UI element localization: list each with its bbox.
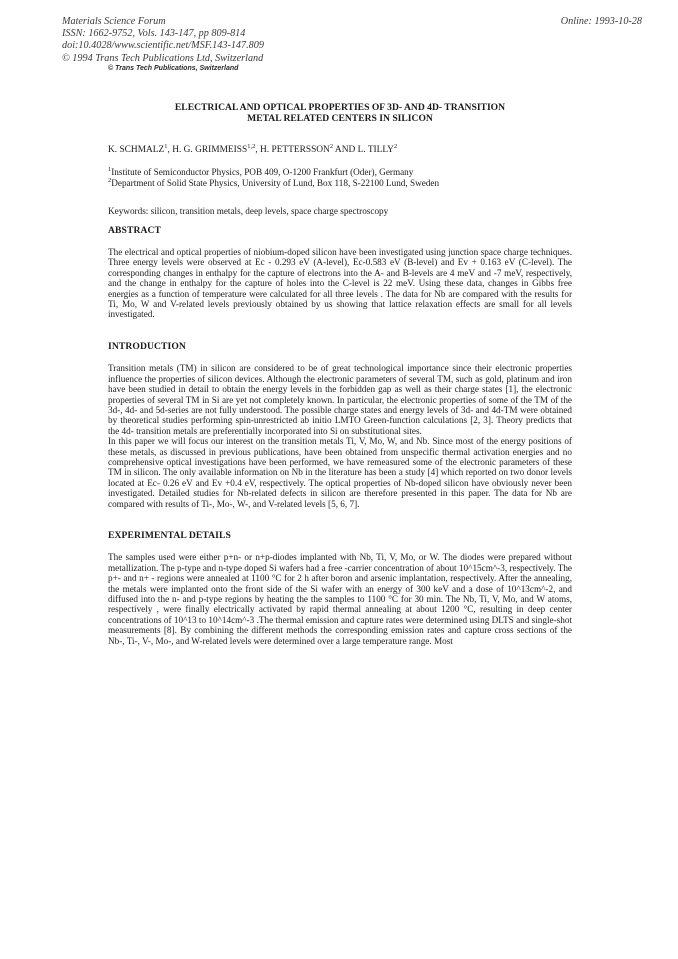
introduction-heading: INTRODUCTION — [108, 340, 186, 352]
affiliation-2 — [108, 178, 572, 188]
affiliations — [108, 167, 572, 188]
paper-title — [108, 102, 572, 124]
affiliation-mark: 2 — [108, 176, 112, 184]
affiliation-1 — [108, 167, 572, 177]
affiliation-mark: 1,2 — [247, 142, 256, 150]
experimental-text: The samples used were either p+n- or n+p-diodes implanted with Nb, Ti, V, Mo, or W. The diodes were prepared without metallization. The p-type and n-type doped Si wafers had a free -carrier concentration of about 10^15cm^-3, respectively. The p+- and n+ - regions were annealed at 1100 °C for 2 h after boron and arsenic implantation, respectively. After the annealing, the metals were implanted onto the front side of the Si wafer with an energy of 300 keV and a dose of 10^13cm^-2, and diffused into the n- and p-type regions by heating the the samples to 1100 °C for 30 min. The Nb, Ti, V, Mo, and W atoms, respectively , were finally electrically activated by rapid thermal annealing at about 1200 °C, resulting in deep center concentrations of 10^13 to 10^14cm^-3 .The thermal emission and capture rates were determined using DLTS and single-shot measurements [8]. By combining the different methods the corresponding emission rates and capture cross sections of the Nb-, Ti-, V-, Mo-, and W-related levels were determined over a large temperature range. Most — [108, 552, 572, 646]
author-name: , H. G. GRIMMEISS — [167, 145, 248, 155]
affiliation-mark: 1 — [108, 166, 112, 174]
abstract-heading: ABSTRACT — [108, 224, 162, 236]
paper-body — [108, 102, 572, 658]
abstract-text: The electrical and optical properties of niobium-doped silicon have been investigated using junction space charge techniques. Three energy levels were observed at Ec - 0.293 eV (A-level), Ec-0.583 eV (B-level) and Ev + 0.163 eV (C-level). The corresponding changes in enthalpy for the capture of electrons into the A- and B-levels are 4 meV and -7 meV, respectively, and the change in enthalpy for the capture of holes into the C-level is 22 meV. Using these data, changes in Gibbs free energies as a function of temperature were calculated for all three levels . The data for Nb are compared with the results for Ti, Mo, W and V-related levels previously obtained by us showing that lattice relaxation effects are small for all levels investigated. — [108, 247, 572, 320]
affiliation-text: Institute of Semiconductor Physics, POB 409, O-1200 Frankfurt (Oder), Germany — [111, 167, 414, 178]
affiliation-mark: 2 — [393, 142, 398, 150]
doi-line[interactable]: doi:10.4028/www.scientific.net/MSF.143-147.809 — [62, 40, 264, 52]
affiliation-text: Department of Solid State Physics, University of Lund, Box 118, S-22100 Lund, Sweden — [111, 177, 440, 188]
issn-line: ISSN: 1662-9752, Vols. 143-147, pp 809-814 — [62, 28, 246, 40]
publisher-stamp: © Trans Tech Publications, Switzerland — [108, 65, 239, 72]
introduction-paragraph-1: Transition metals (TM) in silicon are considered to be of great technological importance since their electronic properties influence the properties of silicon devices. Although the electronic parameters of several TM, such as gold, platinum and iron have been studied in detail to obtain the energy levels in the forbidden gap as well as their charge states [1], the electronic properties of several TM in Si are yet not completely known. In particular, the electronic properties of some of the TM of the 3d-, 4d- and 5d-series are not fully understood. The possible charge states and energy levels of 3d- and 4d-TM were obtained by theoretical studies performing spin-unrestricted ab initio LMTO Green-function calculations [2, 3]. Theory predicts that the 4d- transition metals are preferentially incorporated into Si on substitutional sites. — [108, 363, 572, 436]
author-name: AND L. TILLY — [333, 145, 394, 155]
online-date: Online: 1993-10-28 — [560, 16, 642, 27]
experimental-heading: EXPERIMENTAL DETAILS — [108, 529, 231, 541]
title-line-2: METAL RELATED CENTERS IN SILICON — [247, 113, 433, 124]
journal-header — [62, 16, 264, 65]
journal-name: Materials Science Forum — [62, 16, 166, 27]
author-list — [108, 142, 572, 155]
keywords: Keywords: silicon, transition metals, deep levels, space charge spectroscopy — [108, 206, 389, 217]
affiliation-mark: 1 — [164, 142, 168, 150]
introduction-paragraph-2: In this paper we will focus our interest on the transition metals Ti, V, Mo, W, and Nb. Since most of the energy positions of these metals, as discussed in previous publications, have been obtained from unspecific thermal activation energies and no comprehensive optical investigations have been performed, we have remeasured some of the electronic parameters of these TM in silicon. The only available information on Nb in the literature has been a study [4] which reported on two donor levels located at Ec- 0.26 eV and Ev +0.4 eV, respectively. The optical properties of Nb-doped silicon have obviously never been investigated. Detailed studies for Nb-related defects in silicon are therefore presented in this paper. The data for Nb are compared with results of Ti-, Mo-, W-, and V-related levels [5, 6, 7]. — [108, 436, 572, 509]
author-name: , H. PETTERSSON — [255, 145, 330, 155]
author-name: K. SCHMALZ — [108, 145, 165, 155]
copyright-line: © 1994 Trans Tech Publications Ltd, Switzerland — [62, 52, 264, 64]
title-line-1: ELECTRICAL AND OPTICAL PROPERTIES OF 3D- AND 4D- TRANSITION — [174, 102, 506, 113]
affiliation-mark: 2 — [329, 142, 334, 150]
